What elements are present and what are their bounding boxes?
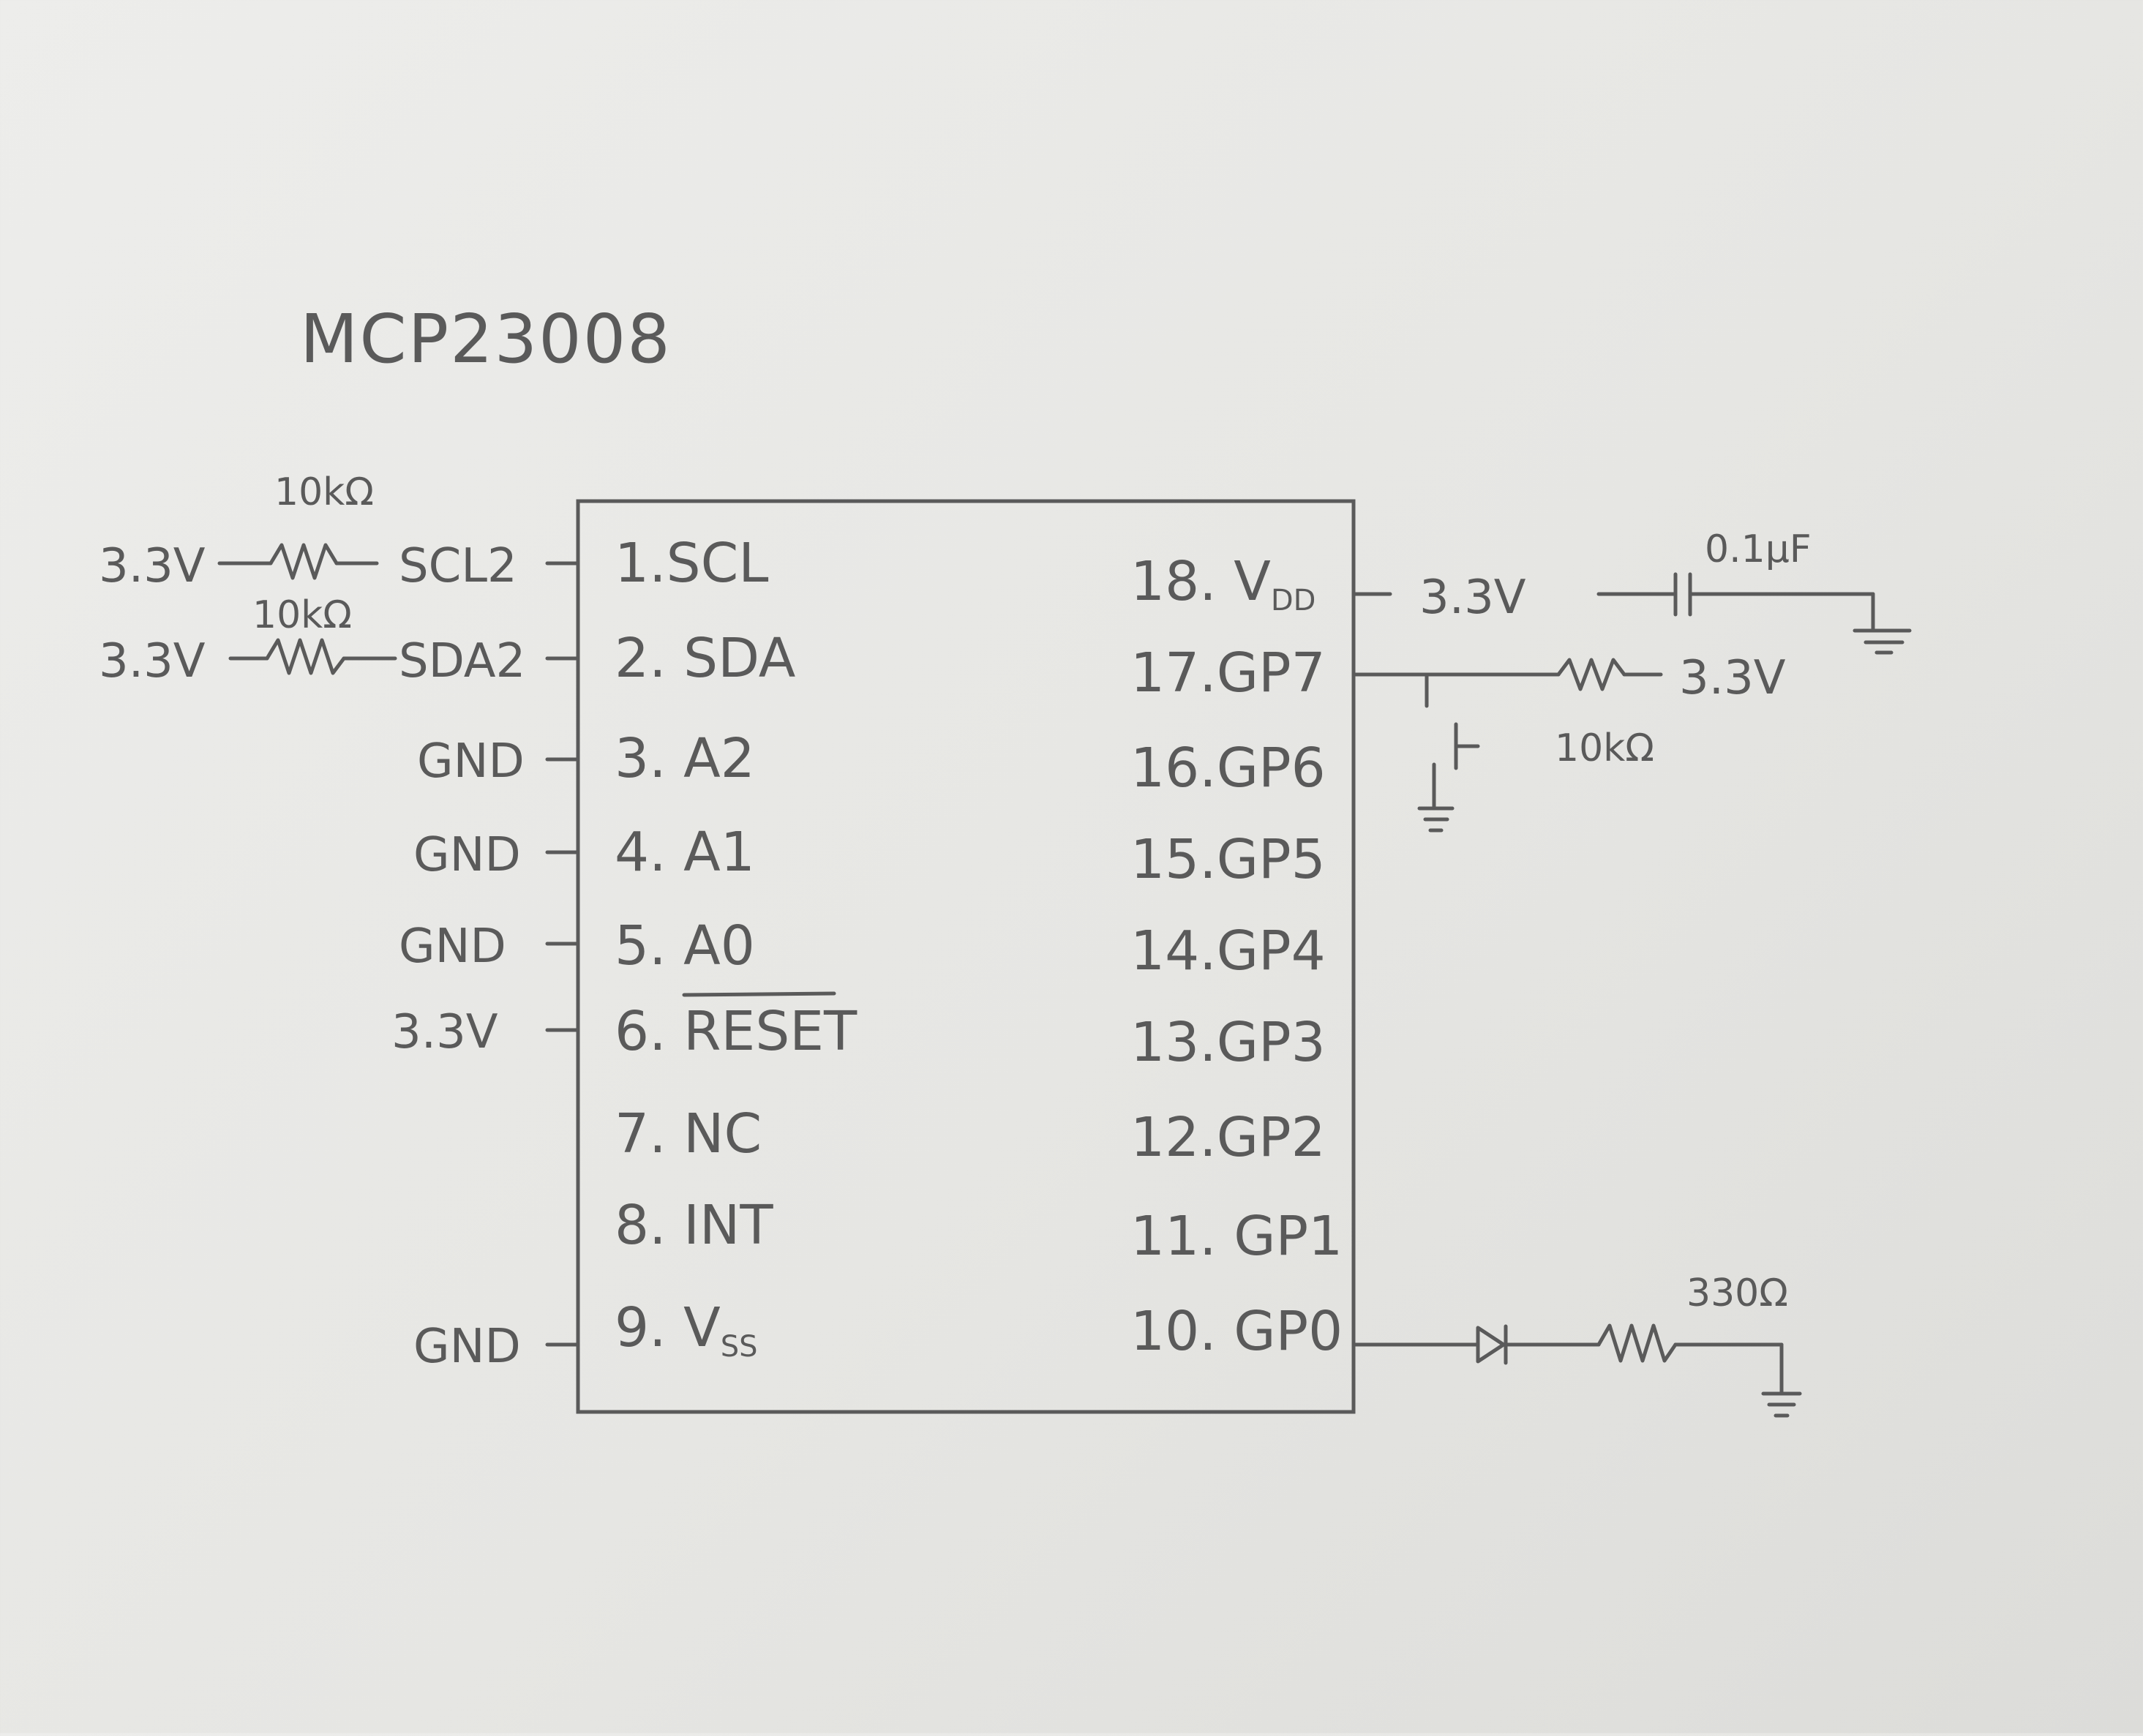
pin-14-label: 14.GP4 — [1130, 920, 1326, 982]
pin-2-label: 2. SDA — [615, 627, 796, 690]
a2-net-label: GND — [417, 734, 525, 789]
scl-resistor — [271, 545, 337, 578]
right-pin-labels — [1130, 550, 1343, 1363]
pin-3-label: 3. A2 — [615, 727, 755, 790]
gp7-supply-label: 3.3V — [1679, 651, 1786, 705]
pin-9-label: 9. VSS — [615, 1296, 758, 1364]
pin-11-label: 11. GP1 — [1130, 1205, 1343, 1268]
left-pin-stubs — [547, 563, 578, 1345]
sda-resistor — [267, 640, 344, 673]
chip-title: MCP23008 — [300, 300, 672, 378]
vss-net-label: GND — [413, 1320, 521, 1374]
scl-resistor-value: 10kΩ — [274, 470, 375, 514]
reset-overbar — [684, 993, 834, 995]
pin-7-label: 7. NC — [615, 1102, 762, 1165]
gp0-led-circuit — [1354, 1271, 1800, 1416]
scl-net-label: SCL2 — [399, 539, 517, 593]
pin-16-label: 16.GP6 — [1130, 737, 1326, 800]
sda-supply-label: 3.3V — [99, 634, 206, 688]
pin-15-label: 15.GP5 — [1130, 828, 1326, 891]
gp0-resistor-value: 330Ω — [1686, 1271, 1788, 1315]
gp0-resistor — [1599, 1326, 1675, 1361]
left-pin-labels — [615, 532, 857, 1364]
gp7-resistor-value: 10kΩ — [1555, 726, 1655, 770]
scl-pullup — [99, 470, 517, 593]
gp7-button-circuit — [1354, 651, 1786, 830]
sda-net-label: SDA2 — [399, 634, 526, 688]
pin-12-label: 12.GP2 — [1130, 1106, 1326, 1169]
led-diode — [1478, 1328, 1504, 1361]
a0-net-label: GND — [399, 920, 506, 974]
pin-13-label: 13.GP3 — [1130, 1011, 1326, 1074]
pin-18-label: 18. VDD — [1130, 550, 1316, 617]
pin-4-label: 4. A1 — [615, 821, 755, 884]
vdd-decoupling — [1354, 527, 1910, 653]
pin-17-label: 17.GP7 — [1130, 642, 1326, 704]
pin-10-label: 10. GP0 — [1130, 1300, 1343, 1363]
vdd-supply-label: 3.3V — [1419, 571, 1526, 625]
a1-net-label: GND — [413, 828, 521, 882]
pin-8-label: 8. INT — [615, 1194, 773, 1257]
sda-pullup — [99, 593, 525, 688]
capacitor-value: 0.1µF — [1705, 527, 1812, 571]
gp7-pullup-resistor — [1558, 660, 1624, 689]
pin-6-label: 6. RESET — [615, 1000, 857, 1063]
pin-5-label: 5. A0 — [615, 914, 755, 977]
reset-net-label: 3.3V — [391, 1005, 498, 1059]
pin-1-label: 1.SCL — [615, 532, 769, 595]
scl-supply-label: 3.3V — [99, 539, 206, 593]
sda-resistor-value: 10kΩ — [252, 593, 353, 637]
